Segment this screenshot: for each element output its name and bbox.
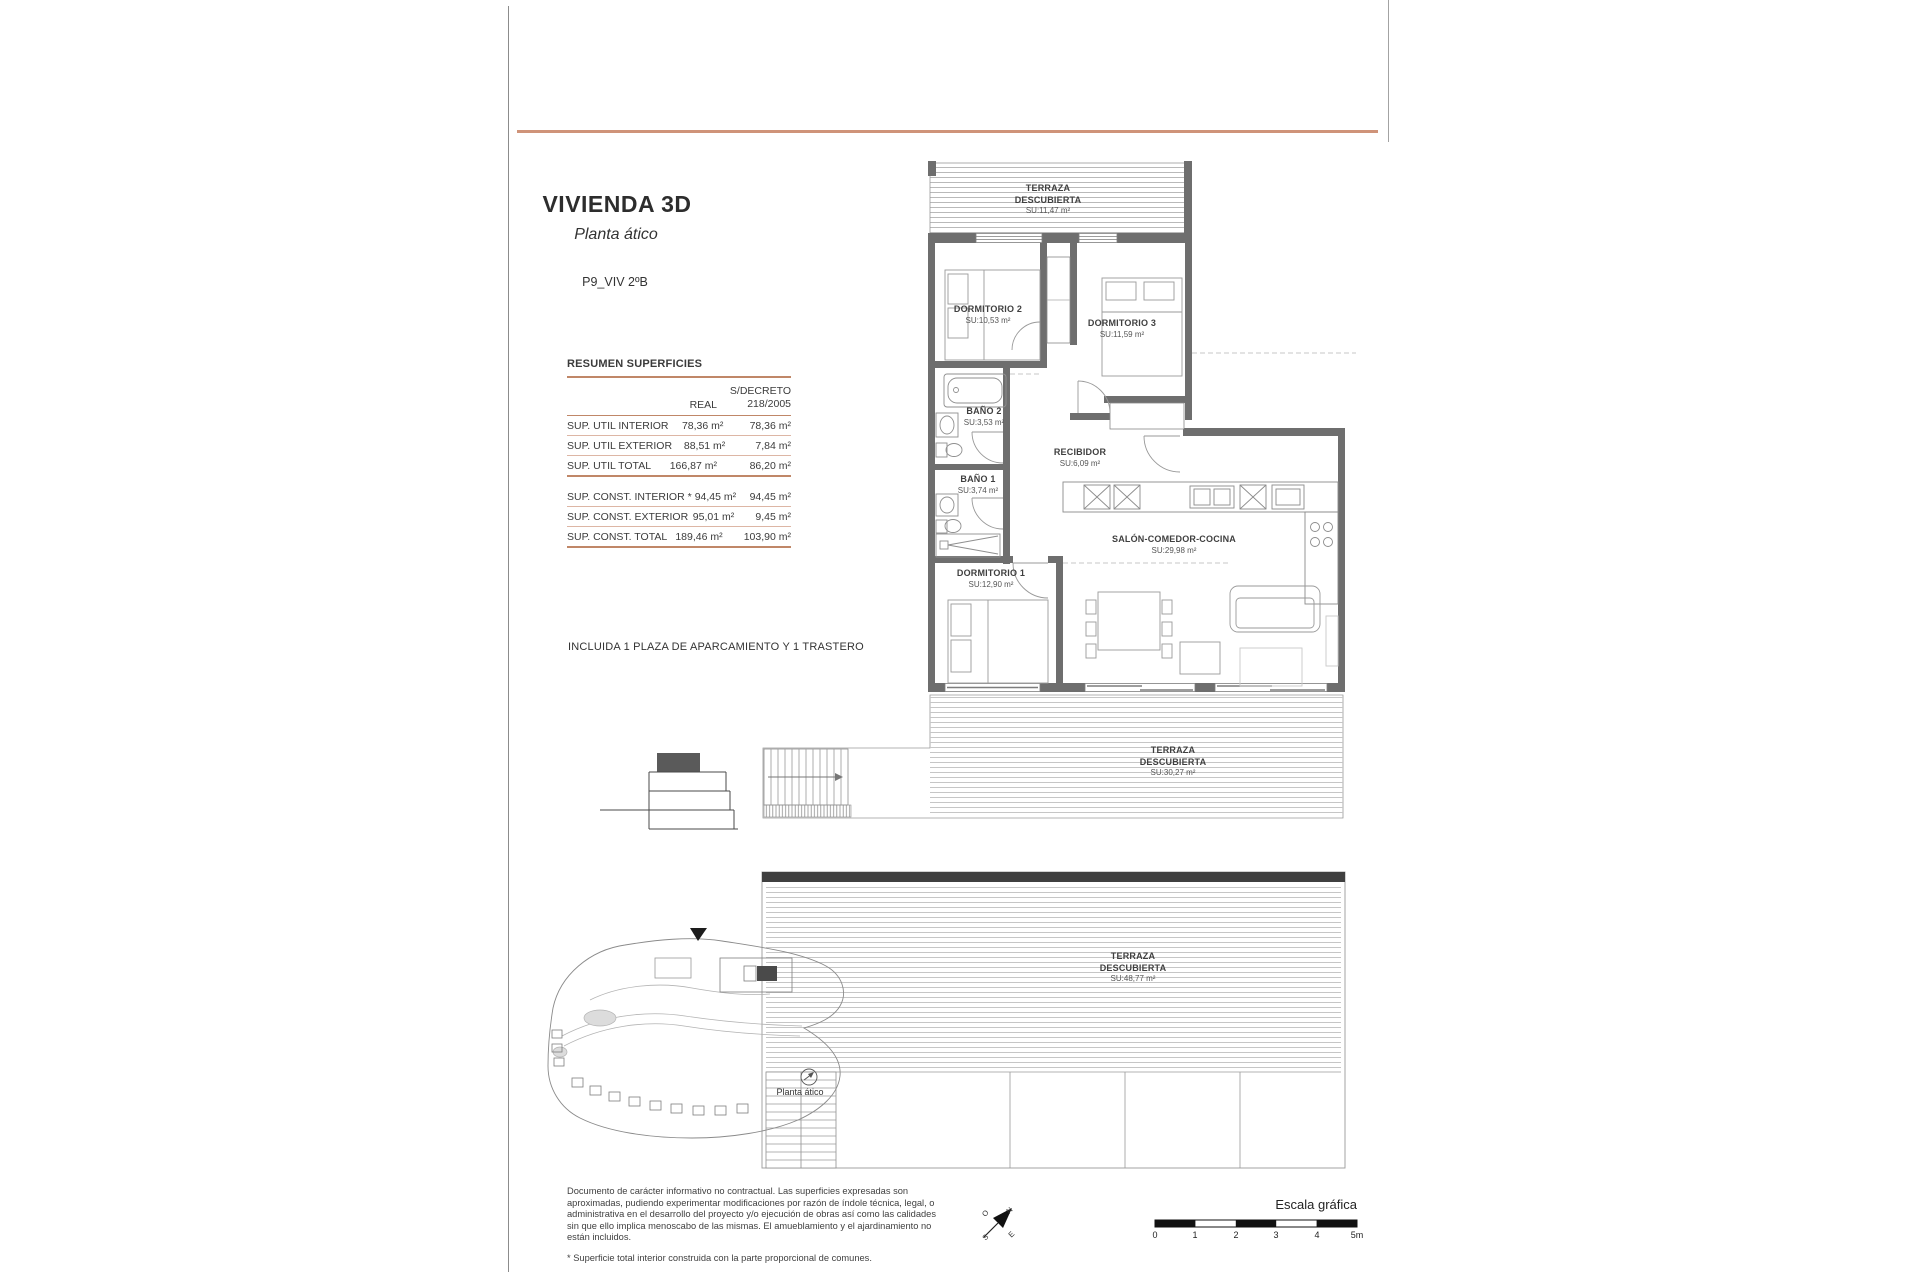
scale-tick: 4 <box>1314 1230 1320 1240</box>
section-diagram <box>600 753 738 829</box>
site-highlighted-unit <box>757 966 777 981</box>
terrace-mid-deck <box>930 697 1343 816</box>
compass-east-label: E <box>1006 1229 1017 1240</box>
room-label-dormitorio-3: DORMITORIO 3 SU:11,59 m² <box>1087 318 1157 339</box>
site-pond <box>584 1010 616 1026</box>
sofa <box>1180 586 1338 686</box>
room-label-dormitorio-1: DORMITORIO 1 SU:12,90 m² <box>956 568 1026 589</box>
entry-closet <box>1110 403 1184 429</box>
scale-tick: 0 <box>1152 1230 1158 1240</box>
room-label-salon: SALÓN-COMEDOR-COCINA SU:29,98 m² <box>1112 534 1236 555</box>
unit-code: P9_VIV 2ºB <box>582 275 648 289</box>
scale-bar <box>1155 1220 1357 1227</box>
room-label-terraza-low: TERRAZA DESCUBIERTA SU:48,77 m² <box>1099 951 1167 984</box>
included-note: INCLUIDA 1 PLAZA DE APARCAMIENTO Y 1 TRASTERO <box>568 641 864 653</box>
sheet-border-right-top <box>1388 0 1389 142</box>
table-row: SUP. CONST. EXTERIOR 95,01 m² 9,45 m² <box>567 507 791 527</box>
table-row-total: SUP. UTIL TOTAL 166,87 m² 86,20 m² <box>567 456 791 477</box>
scale-tick: 3 <box>1273 1230 1279 1240</box>
col-header-decreto: S/DECRETO 218/2005 <box>729 385 791 411</box>
table-row: SUP. UTIL EXTERIOR 88,51 m² 7,84 m² <box>567 436 791 456</box>
table-row-total: SUP. CONST. TOTAL 189,46 m² 103,90 m² <box>567 527 791 548</box>
scale-tick: 2 <box>1233 1230 1239 1240</box>
room-label-terraza-top: TERRAZA DESCUBIERTA SU:11,47 m² <box>1014 183 1082 216</box>
room-label-recibidor: RECIBIDOR SU:6,09 m² <box>1053 447 1107 468</box>
page-title: VIVIENDA 3D <box>542 191 692 217</box>
room-label-bano-1: BAÑO 1 SU:3,74 m² <box>957 474 999 495</box>
terrace-low-deck <box>766 886 1341 1072</box>
table-row: SUP. CONST. INTERIOR * 94,45 m² 94,45 m² <box>567 487 791 507</box>
sheet-border-left <box>508 6 509 1272</box>
scale-tick: 5m <box>1350 1230 1364 1240</box>
bed-dormitorio-1 <box>948 600 1048 683</box>
compass-west-label: O <box>980 1208 991 1219</box>
disclaimer-paragraph: Documento de carácter informativo no contractual. Las superficies expresadas son aproximadas, pudiendo experimentar modificaciones por razón de índole técnica, legal, o administrativa en el desarrollo del proyecto y/o ejecución de obras así como las calidades sin que ello implica menoscabo de las mismas. El amueblamiento y el ajardinamiento no están incluidos. <box>567 1186 936 1243</box>
dining-set <box>1086 592 1172 658</box>
scale-tick: 1 <box>1192 1230 1198 1240</box>
table-header-row <box>567 378 791 416</box>
room-label-bano-2: BAÑO 2 SU:3,53 m² <box>963 406 1005 427</box>
table-row: SUP. UTIL INTERIOR 78,36 m² 78,36 m² <box>567 416 791 436</box>
surface-summary-table <box>567 358 791 548</box>
table-title: RESUMEN SUPERFICIES <box>567 358 791 378</box>
north-arrow-compass <box>980 1205 1016 1242</box>
terrace-mid-stairs <box>764 749 851 817</box>
walls <box>928 233 1345 692</box>
compass-north-label: N <box>1004 1205 1015 1216</box>
site-houses <box>552 958 792 1115</box>
col-header-real: REAL <box>689 399 717 412</box>
scale-bar-title: Escala gráfica <box>1275 1197 1357 1212</box>
disclaimer-footnote: * Superficie total interior construida con la parte proporcional de comunes. <box>567 1252 872 1263</box>
disclaimer <box>567 1186 947 1265</box>
site-plan-caption: Planta ático <box>776 1087 824 1097</box>
compass-south-label: S <box>980 1232 991 1243</box>
lower-terrace-plan <box>762 872 1345 1168</box>
room-label-terraza-mid: TERRAZA DESCUBIERTA SU:30,27 m² <box>1139 745 1207 778</box>
main-floor-plan <box>763 161 1356 818</box>
page-subtitle: Planta ático <box>574 226 658 243</box>
header-accent-rule <box>517 130 1378 133</box>
room-label-dormitorio-2: DORMITORIO 2 SU:10,53 m² <box>953 304 1023 325</box>
section-highlighted-floor <box>657 753 700 772</box>
